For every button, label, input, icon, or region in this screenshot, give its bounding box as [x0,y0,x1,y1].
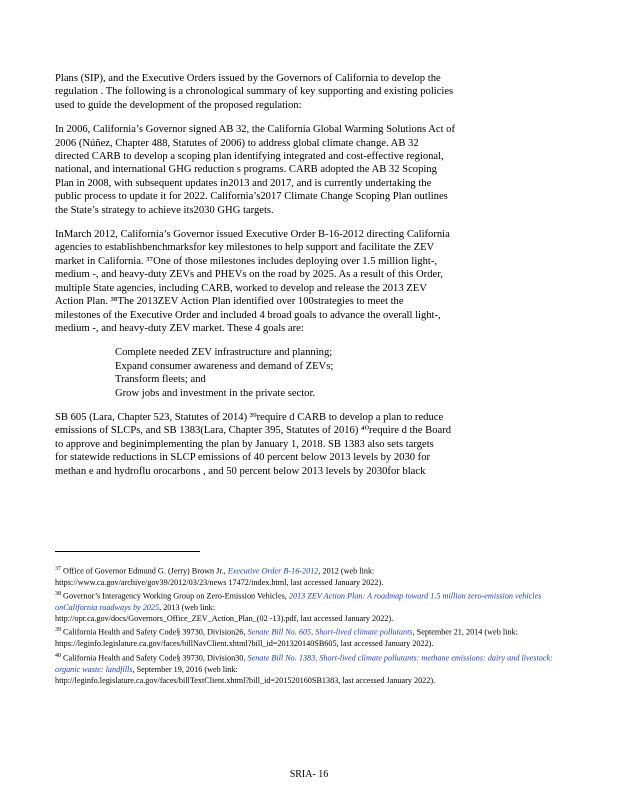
bullet-icon [93,360,115,373]
footnote-text: , September 21, 2014 (web link: [412,628,518,638]
footnote-text: , 2013 (web link: [159,603,216,613]
footnote [55,651,565,686]
text-line: multiple State agencies, including CARB, worked to develop and release the 2013 ZEV [55,282,427,294]
footnote-text: , September 19, 2016 (web link: [132,664,238,674]
goal-text: Expand consumer awareness and demand of ZEVs; [115,360,334,372]
footnote-text: Office of Governor Edmund G. (Jerry) Brown Jr., [63,566,226,576]
text-line: for statewide reductions in SLCP emissions of 40 percent below 2013 levels by 2030 for [55,452,431,464]
footnote-number: 37 [55,566,61,572]
bullet-icon [93,387,115,400]
footnote-text: California Health and Safety Code§ 39730, Division30, [63,653,246,663]
text-line: used to guide the development of the proposed regulation: [55,99,302,111]
goal-text: Complete needed ZEV infrastructure and planning; [115,347,333,359]
footnote-number: 39 [55,627,61,634]
footnote [55,625,565,649]
footnote-link[interactable]: Senate Bill No. 1383, Short-lived climate pollutants: methane emissions: dairy and livestock: organic waste: landfills [55,653,553,674]
text-line: market in California. ³⁷One of those milestones includes deploying over 1.5 million light-, [55,255,437,267]
footnote-link[interactable]: Executive Order B-16-2012 [227,566,319,576]
text-line: national, and international GHG reduction s programs. CARB adopted the AB 32 Scoping [55,164,437,176]
footnote [55,564,565,588]
footnote-text: Governor’s Interagency Working Group on Zero-Emission Vehicles, [63,591,287,601]
list-item [93,360,547,373]
text-line: agencies to establishbenchmarksfor key milestones to help support and facilitate the ZEV [55,242,435,254]
text-line: Plans (SIP), and the Executive Orders issued by the Governors of California to develop the [55,73,441,84]
list-item [93,373,547,386]
text-line: to approve and beginimplementing the plan by January 1, 2018. SB 1383 also sets targets [55,438,434,450]
footnote-number: 40 [55,652,61,659]
footnote-divider [55,551,200,552]
bullet-icon [93,373,115,386]
footnote-link[interactable]: Senate Bill No. 605, Short-lived climate pollutants [247,628,413,638]
text-line: methan e and hydroflu orocarbons , and 50 percent below 2013 levels by 2030for black [55,465,426,477]
text-line: emissions of SLCPs, and SB 1383(Lara, Chapter 395, Statutes of 2016) ⁴⁰require d the Board [55,425,452,437]
text-line: 2006 (Núñez, Chapter 488, Statutes of 2006) to address global climate change. AB 32 [55,137,419,149]
paragraph-intro [55,72,547,112]
text-line: directed CARB to develop a scoping plan identifying integrated and cost-effective regional, [55,151,444,163]
text-line: the State’s strategy to achieve its2030 GHG targets. [55,204,274,216]
footnote-url[interactable]: https://leginfo.legislature.ca.gov/faces/billNavClient.xhtml?bill_id=201320140SB605, last accessed January 2022). [55,639,434,649]
goals-list [55,346,547,400]
footnote-text: , 2012 (web link: [318,566,375,576]
list-item [93,387,547,400]
text-line: Action Plan. ³⁸The 2013ZEV Action Plan identified over 100strategies to meet the [55,296,404,308]
text-line: regulation . The following is a chronological summary of key supporting and existing policies [55,86,454,98]
footnote-url[interactable]: http://opr.ca.gov/docs/Governors_Office_ZEV_Action_Plan_(02 -13).pdf, last accessed January 2022). [55,614,394,624]
paragraph-ab32 [55,123,547,217]
paragraph-sb605 [55,411,547,478]
goal-text: Grow jobs and investment in the private sector. [115,387,316,399]
text-line: public process to update it for 2022. California’s2017 Climate Change Scoping Plan outlines [55,191,448,203]
text-line: milestones of the Executive Order and included 4 broad goals to advance the overall light-, [55,309,441,321]
goal-text: Transform fleets; and [115,374,206,386]
footnote-url[interactable]: http://leginfo.legislature.ca.gov/faces/billTextClient.xhtml?bill_id=201520160SB1383, last accessed January 2022). [55,675,436,685]
list-item [93,346,547,359]
text-line: InMarch 2012, California’s Governor issued Executive Order B-16-2012 directing California [55,229,450,241]
text-line: medium -, and heavy-duty ZEV market. These 4 goals are: [55,322,304,334]
text-line: SB 605 (Lara, Chapter 523, Statutes of 2014) ³⁹require d CARB to develop a plan to reduce [55,411,444,423]
footnotes [55,564,565,687]
footnote-link[interactable]: 2013 ZEV Action Plan: A roadmap toward 1.5 million zero-emission vehicles onCalifornia roadways by 2025 [55,591,542,613]
body-text [55,72,547,489]
footnote-url[interactable]: https://www.ca.gov/archive/gov39/2012/03/23/news 17472/index.html, last accessed January 2022). [55,577,384,587]
page-number: SRIA- 16 [289,769,329,780]
footnote-text: California Health and Safety Code§ 39730, Division26, [63,628,246,638]
text-line: In 2006, California’s Governor signed AB 32, the California Global Warming Solutions Act of [55,124,455,136]
text-line: medium -, and heavy-duty ZEVs and PHEVs on the road by 2025. As a result of this Order, [55,269,443,281]
text-line: Plan in 2008, with subsequent updates in2013 and 2017, and is currently undertaking the [55,177,432,189]
paragraph-executive-order [55,228,547,335]
bullet-icon [93,346,115,359]
footnote-number: 38 [55,591,61,598]
footnote [55,589,565,624]
